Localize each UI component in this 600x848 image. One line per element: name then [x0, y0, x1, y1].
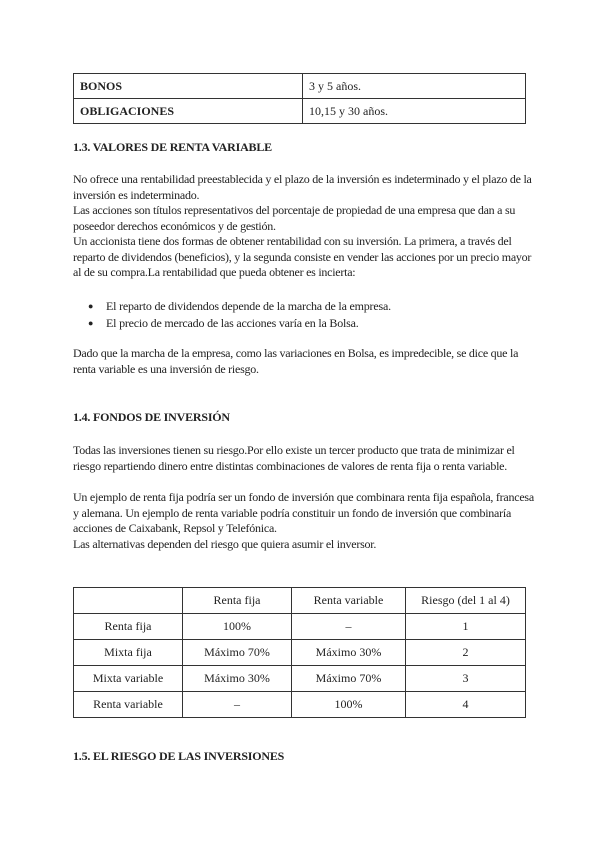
fund-types-table: [73, 587, 526, 718]
section-heading: 1.3. VALORES DE RENTA VARIABLE: [73, 140, 272, 154]
paragraph: Dado que la marcha de la empresa, como las variaciones en Bolsa, es impredecible, se dice que la renta variable es una inversión de riesgo.: [73, 346, 519, 376]
table-row: [74, 74, 526, 99]
paragraph: Todas las inversiones tienen su riesgo.Por ello existe un tercer producto que trata de minimizar el riesgo repartiendo dinero entre distintas combinaciones de valores de renta fija o renta variable.: [73, 443, 515, 473]
table-cell: Renta variable: [74, 692, 183, 718]
table-cell: Mixta fija: [74, 640, 183, 666]
header-cell: Renta fija: [183, 588, 292, 614]
table-row: [74, 614, 526, 640]
table-cell: 1: [406, 614, 526, 640]
table-cell: 3: [406, 666, 526, 692]
table-row: [74, 99, 526, 124]
paragraph: Las acciones son títulos representativos del porcentaje de propiedad de una empresa que dan a su poseedor derechos económicos y de gestión.: [73, 203, 516, 233]
section-heading: 1.4. FONDOS DE INVERSIÓN: [73, 410, 230, 424]
table-row: [74, 666, 526, 692]
table-cell: Máximo 30%: [292, 640, 406, 666]
header-cell: [74, 588, 183, 614]
table-cell: 100%: [183, 614, 292, 640]
paragraph: No ofrece una rentabilidad preestablecida y el plazo de la inversión es indeterminado y el plazo de la inversión es indeterminado.: [73, 172, 532, 202]
table-cell: –: [292, 614, 406, 640]
bullet-list: [73, 298, 391, 332]
list-item: ● El reparto de dividendos depende de la marcha de la empresa.: [73, 298, 391, 315]
paragraph: Un ejemplo de renta fija podría ser un fondo de inversión que combinara renta fija española, francesa y alemana. Un ejemplo de renta variable podría constituir un fondo de inversión que combinaría acciones de Caixabank, Repsol y Telefónica.: [73, 490, 534, 535]
section-heading: 1.5. EL RIESGO DE LAS INVERSIONES: [73, 749, 285, 763]
bond-terms-table: [73, 73, 526, 124]
table-cell: Máximo 30%: [183, 666, 292, 692]
term-name-cell: OBLIGACIONES: [74, 99, 303, 124]
table-cell: 4: [406, 692, 526, 718]
table-header-row: [74, 588, 526, 614]
table-cell: Máximo 70%: [292, 666, 406, 692]
table-cell: Renta fija: [74, 614, 183, 640]
table-cell: 2: [406, 640, 526, 666]
header-cell: Riesgo (del 1 al 4): [406, 588, 526, 614]
table-cell: Mixta variable: [74, 666, 183, 692]
paragraph: Un accionista tiene dos formas de obtener rentabilidad con su inversión. La primera, a través del reparto de dividendos (beneficios), y la segunda consiste en vender las acciones por un precio mayor al de su compra.La rentabilidad que pueda obtener es incierta:: [73, 234, 532, 279]
header-cell: Renta variable: [292, 588, 406, 614]
table-row: [74, 692, 526, 718]
term-value-cell: 10,15 y 30 años.: [303, 99, 526, 124]
table-cell: Máximo 70%: [183, 640, 292, 666]
list-item: ● El precio de mercado de las acciones varía en la Bolsa.: [73, 315, 391, 332]
table-cell: –: [183, 692, 292, 718]
table-cell: 100%: [292, 692, 406, 718]
term-value-cell: 3 y 5 años.: [303, 74, 526, 99]
table-row: [74, 640, 526, 666]
paragraph: Las alternativas dependen del riesgo que quiera asumir el inversor.: [73, 537, 377, 551]
term-name-cell: BONOS: [74, 74, 303, 99]
